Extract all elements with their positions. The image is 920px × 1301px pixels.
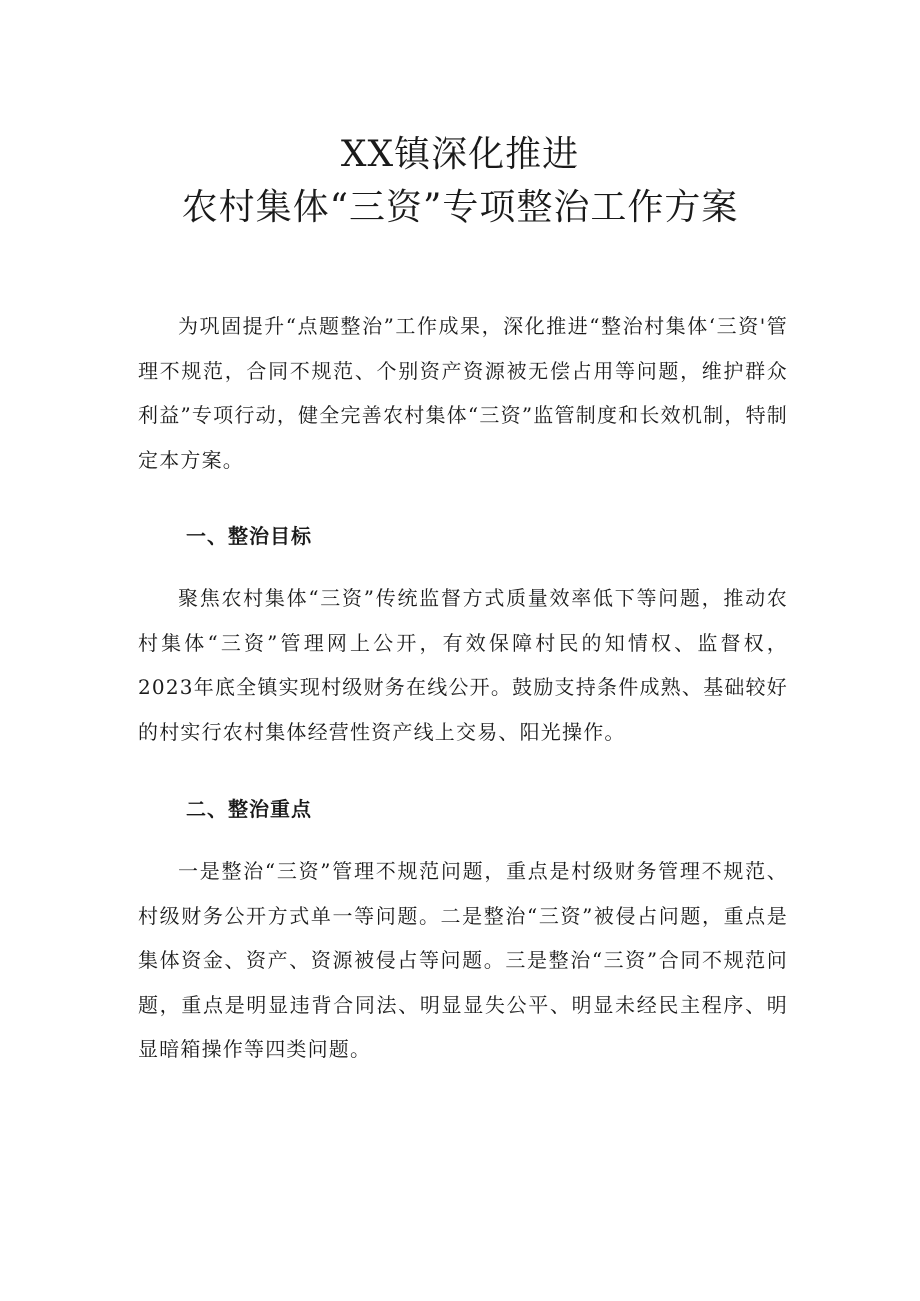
section-heading-goals: 一、整治目标 [186, 524, 312, 548]
section-heading-focus: 二、整治重点 [186, 797, 312, 821]
section-body-focus: 一是整治“三资”管理不规范问题，重点是村级财务管理不规范、村级财务公开方式单一等问题。二是整治“三资”被侵占问题，重点是集体资金、资产、资源被侵占等问题。三是整治“三资”合同不规范问题，重点是明显违背合同法、明显显失公平、明显未经民主程序、明显暗箱操作等四类问题。 [138, 859, 788, 1061]
document-title-line-1: XX镇深化推进 [340, 134, 580, 175]
document-title-line-2: 农村集体“三资”专项整治工作方案 [181, 187, 739, 228]
section-body-goals: 聚焦农村集体“三资”传统监督方式质量效率低下等问题，推动农村集体“三资”管理网上公开，有效保障村民的知情权、监督权，2023年底全镇实现村级财务在线公开。鼓励支持条件成熟、基础较好的村实行农村集体经营性资产线上交易、阳光操作。 [138, 586, 788, 744]
intro-paragraph: 为巩固提升“点题整治”工作成果，深化推进“整治村集体‘三资'管理不规范，合同不规范、个别资产资源被无偿占用等问题，维护群众利益”专项行动，健全完善农村集体“三资”监管制度和长效机制，特制定本方案。 [138, 314, 788, 472]
